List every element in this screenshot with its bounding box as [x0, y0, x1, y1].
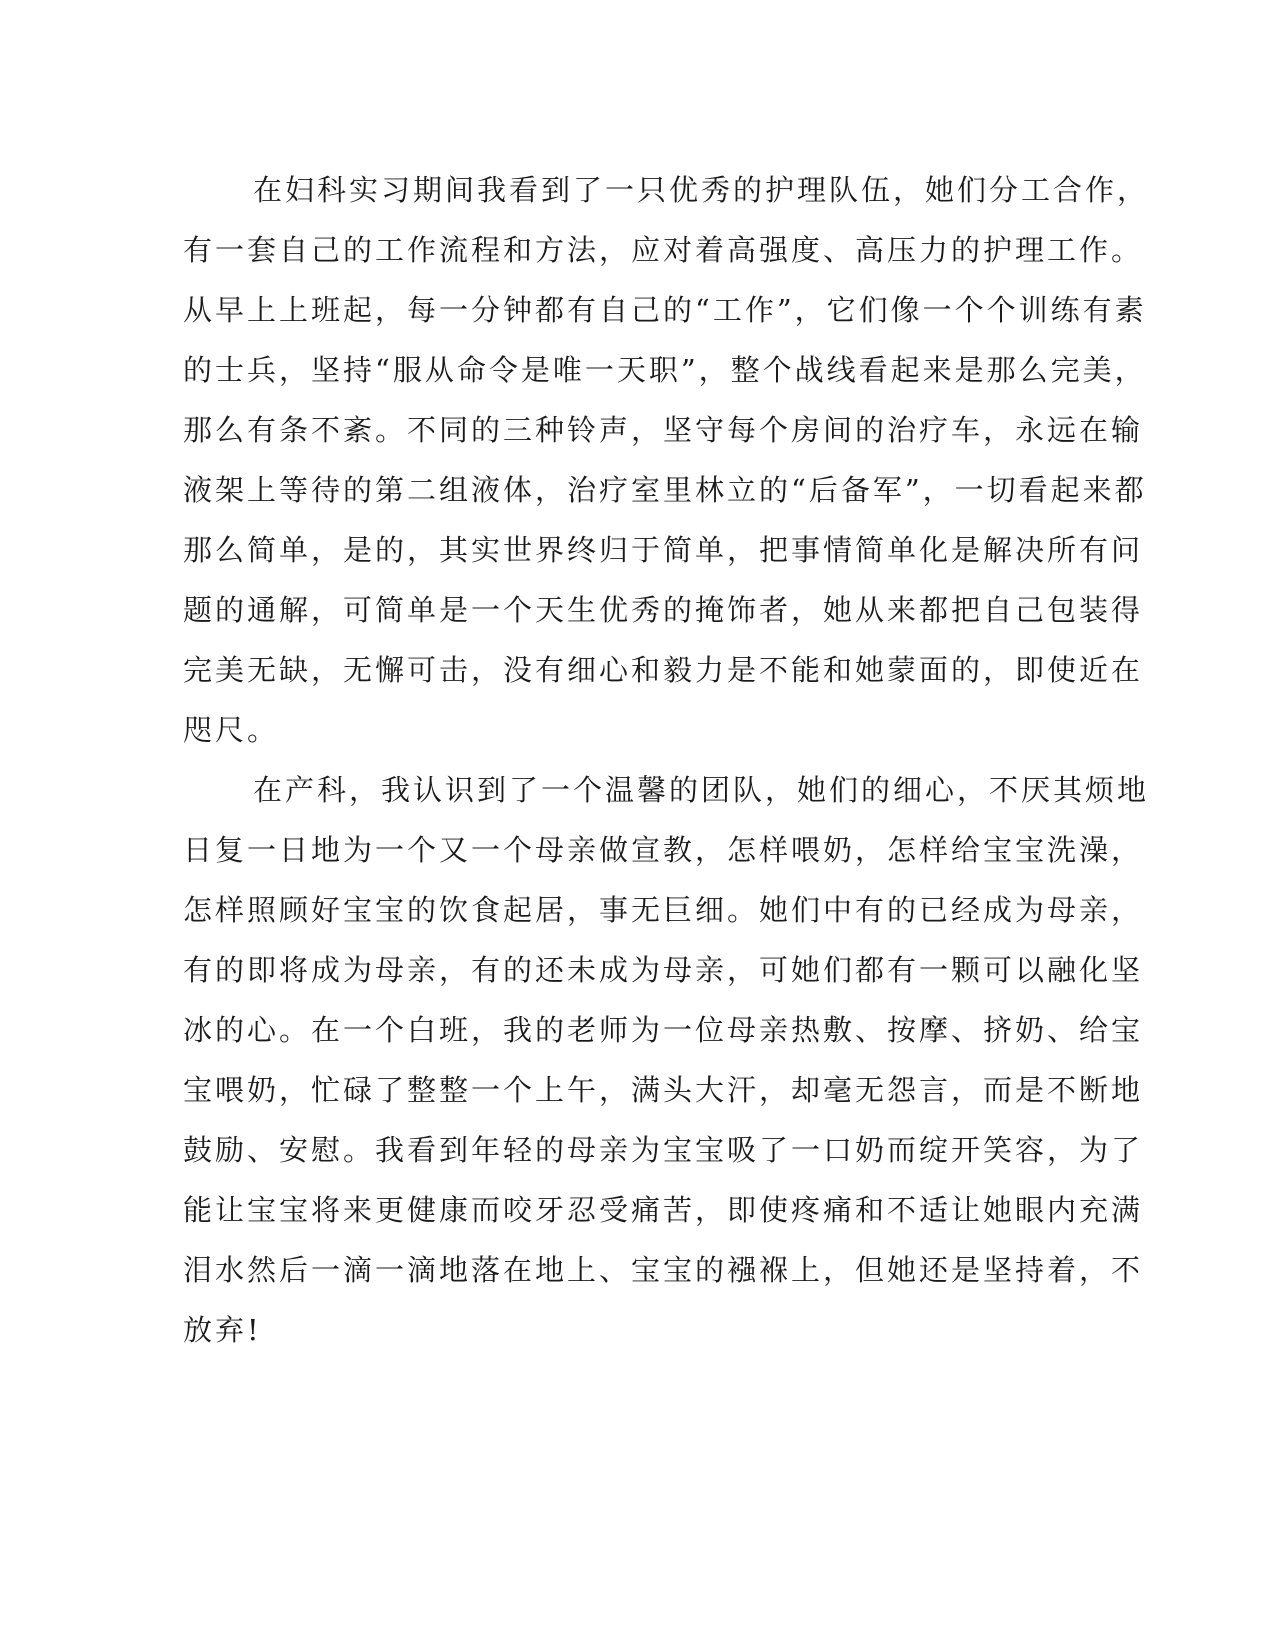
- paragraph-line: 宝喂奶，忙碌了整整一个上午，满头大汗，却毫无怨言，而是不断地: [183, 1073, 1144, 1107]
- paragraph-line: 那么简单，是的，其实世界终归于简单，把事情简单化是解决所有问: [183, 533, 1144, 567]
- paragraph-line: 完美无缺，无懈可击，没有细心和毅力是不能和她蒙面的，即使近在: [183, 653, 1144, 687]
- paragraph-line: 冰的心。在一个白班，我的老师为一位母亲热敷、按摩、挤奶、给宝: [183, 1013, 1144, 1047]
- paragraph-line: 日复一日地为一个又一个母亲做宣教，怎样喂奶，怎样给宝宝洗澡，: [183, 833, 1144, 867]
- paragraph-line: 有的即将成为母亲，有的还未成为母亲，可她们都有一颗可以融化坚: [183, 953, 1144, 987]
- paragraph-obstetrics: [183, 760, 1150, 1360]
- paragraph-line: 从早上上班起，每一分钟都有自己的“工作”，它们像一个个训练有素: [183, 293, 1147, 327]
- paragraph-line: 能让宝宝将来更健康而咬牙忍受痛苦，即使疼痛和不适让她眼内充满: [183, 1193, 1144, 1227]
- paragraph-line: 咫尺。: [183, 713, 280, 747]
- paragraph-line: 那么有条不紊。不同的三种铃声，坚守每个房间的治疗车，永远在输: [183, 413, 1144, 447]
- paragraph-line: 在妇科实习期间我看到了一只优秀的护理队伍，她们分工合作，: [253, 173, 1150, 207]
- paragraph-line: 有一套自己的工作流程和方法，应对着高强度、高压力的护理工作。: [183, 233, 1144, 267]
- paragraph-line: 液架上等待的第二组液体，治疗室里林立的“后备军”，一切看起来都: [183, 473, 1147, 507]
- paragraph-line: 鼓励、安慰。我看到年轻的母亲为宝宝吸了一口奶而绽开笑容，为了: [183, 1133, 1144, 1167]
- paragraph-line: 怎样照顾好宝宝的饮食起居，事无巨细。她们中有的已经成为母亲，: [183, 893, 1144, 927]
- paragraph-gynecology: [183, 160, 1150, 760]
- paragraph-line: 在产科，我认识到了一个温馨的团队，她们的细心，不厌其烦地: [253, 773, 1150, 807]
- paragraph-line: 泪水然后一滴一滴地落在地上、宝宝的襁褓上，但她还是坚持着，不: [183, 1253, 1144, 1287]
- paragraph-line: 放弃!: [183, 1313, 262, 1347]
- paragraph-line: 题的通解，可简单是一个天生优秀的掩饰者，她从来都把自己包装得: [183, 593, 1144, 627]
- paragraph-line: 的士兵，坚持“服从命令是唯一天职”，整个战线看起来是那么完美，: [183, 353, 1147, 387]
- document-body: [183, 160, 1150, 1360]
